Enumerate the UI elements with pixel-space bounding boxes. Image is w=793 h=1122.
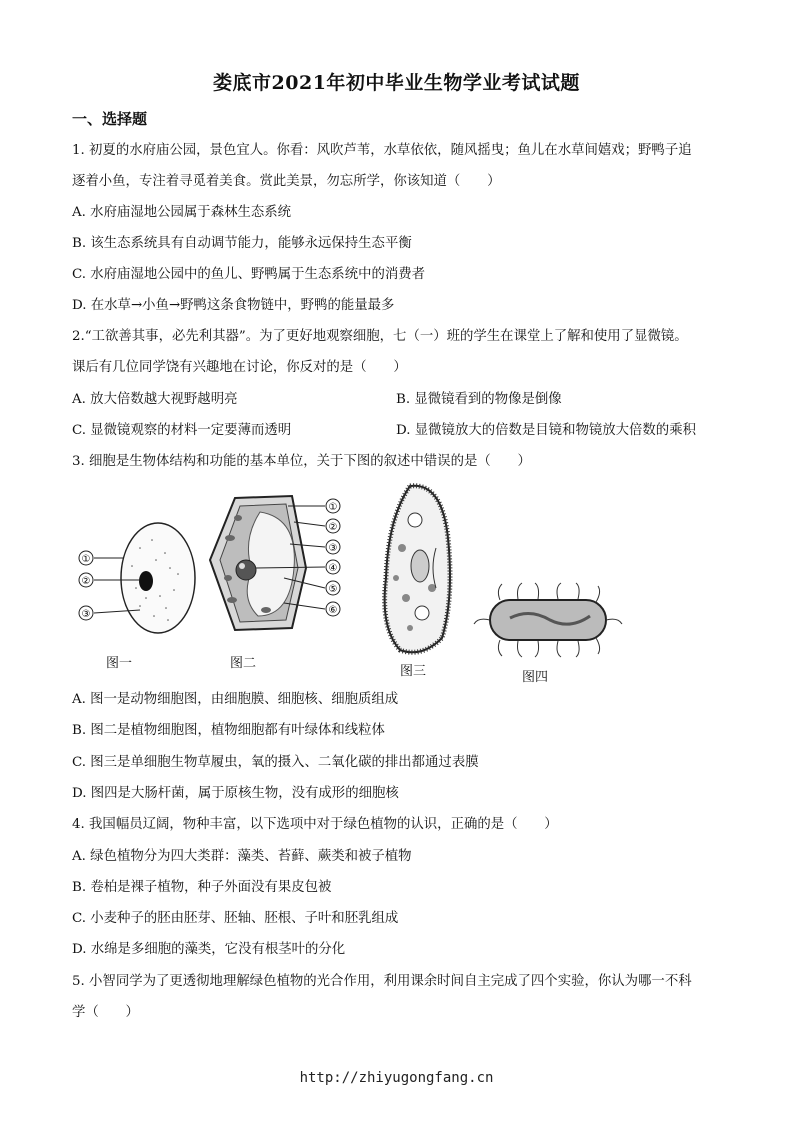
e-coli-diagram bbox=[474, 583, 622, 657]
fig1-caption: 图一 bbox=[106, 656, 133, 671]
q4-option-c: C. 小麦种子的胚由胚芽、胚轴、胚根、子叶和胚乳组成 bbox=[72, 911, 399, 926]
q2-option-b: B. 显微镜看到的物像是倒像 bbox=[396, 392, 562, 407]
q4-option-d: D. 水绵是多细胞的藻类，它没有根茎叶的分化 bbox=[72, 942, 346, 957]
q3-stem: 3. 细胞是生物体结构和功能的基本单位，关于下图的叙述中错误的是（ ） bbox=[72, 454, 531, 469]
q1-option-b: B. 该生态系统具有自动调节能力，能够永远保持生态平衡 bbox=[72, 236, 412, 251]
fig4-caption: 图四 bbox=[522, 670, 549, 685]
q4-option-b: B. 卷柏是裸子植物，种子外面没有果皮包被 bbox=[72, 880, 332, 895]
animal-cell-diagram bbox=[79, 523, 195, 633]
fig2-label-4: ④ bbox=[328, 563, 338, 574]
fig1-label-2: ② bbox=[81, 576, 91, 587]
fig2-label-1: ① bbox=[328, 502, 338, 513]
q1-option-d: D. 在水草→小鱼→野鸭这条食物链中，野鸭的能量最多 bbox=[72, 298, 395, 313]
q2-stem-line2: 课后有几位同学饶有兴趣地在讨论，你反对的是（ ） bbox=[72, 360, 407, 375]
cell-figures bbox=[70, 478, 630, 688]
section-heading: 一、选择题 bbox=[72, 110, 148, 128]
fig1-label-3: ③ bbox=[81, 609, 91, 620]
q3-option-b: B. 图二是植物细胞图，植物细胞都有叶绿体和线粒体 bbox=[72, 723, 385, 738]
paramecium-diagram bbox=[385, 486, 450, 653]
q1-option-c: C. 水府庙湿地公园中的鱼儿、野鸭属于生态系统中的消费者 bbox=[72, 267, 426, 282]
fig2-label-3: ③ bbox=[328, 543, 338, 554]
page-title: 娄底市2021年初中毕业生物学业考试试题 bbox=[213, 72, 580, 94]
fig2-label-2: ② bbox=[328, 522, 338, 533]
fig2-label-5: ⑤ bbox=[328, 584, 338, 595]
q2-option-a: A. 放大倍数越大视野越明亮 bbox=[72, 392, 238, 407]
q2-option-d: D. 显微镜放大的倍数是目镜和物镜放大倍数的乘积 bbox=[396, 423, 696, 438]
fig2-label-6: ⑥ bbox=[328, 605, 338, 616]
q5-stem-line2: 学（ ） bbox=[72, 1005, 139, 1020]
q1-stem-line1: 1. 初夏的水府庙公园，景色宜人。你看：风吹芦苇，水草依依，随风摇曳；鱼儿在水草间嬉戏；野鸭子追 bbox=[72, 143, 692, 158]
q2-stem-line1: 2.“工欲善其事，必先利其器”。为了更好地观察细胞，七（一）班的学生在课堂上了解和使用了显微镜。 bbox=[72, 329, 688, 344]
q2-option-c: C. 显微镜观察的材料一定要薄而透明 bbox=[72, 423, 292, 438]
fig2-caption: 图二 bbox=[230, 656, 257, 671]
q4-stem: 4. 我国幅员辽阔，物种丰富，以下选项中对于绿色植物的认识，正确的是（ ） bbox=[72, 817, 558, 832]
cell-figures-svg bbox=[70, 478, 630, 688]
q3-option-d: D. 图四是大肠杆菌，属于原核生物，没有成形的细胞核 bbox=[72, 786, 399, 801]
q1-stem-line2: 逐着小鱼，专注着寻觅着美食。赏此美景，勿忘所学，你该知道（ ） bbox=[72, 174, 501, 189]
plant-cell-diagram bbox=[210, 496, 340, 630]
q3-option-a: A. 图一是动物细胞图，由细胞膜、细胞核、细胞质组成 bbox=[72, 692, 399, 707]
q3-option-c: C. 图三是单细胞生物草履虫，氧的摄入、二氧化碳的排出都通过表膜 bbox=[72, 755, 479, 770]
q1-option-a: A. 水府庙湿地公园属于森林生态系统 bbox=[72, 205, 292, 220]
footer-url-link[interactable]: http://zhiyugongfang.cn bbox=[299, 1070, 494, 1086]
fig3-caption: 图三 bbox=[400, 664, 427, 679]
q5-stem-line1: 5. 小智同学为了更透彻地理解绿色植物的光合作用，利用课余时间自主完成了四个实验，你认为哪一不科 bbox=[72, 974, 692, 989]
fig1-label-1: ① bbox=[81, 554, 91, 565]
q4-option-a: A. 绿色植物分为四大类群：藻类、苔藓、蕨类和被子植物 bbox=[72, 849, 412, 864]
